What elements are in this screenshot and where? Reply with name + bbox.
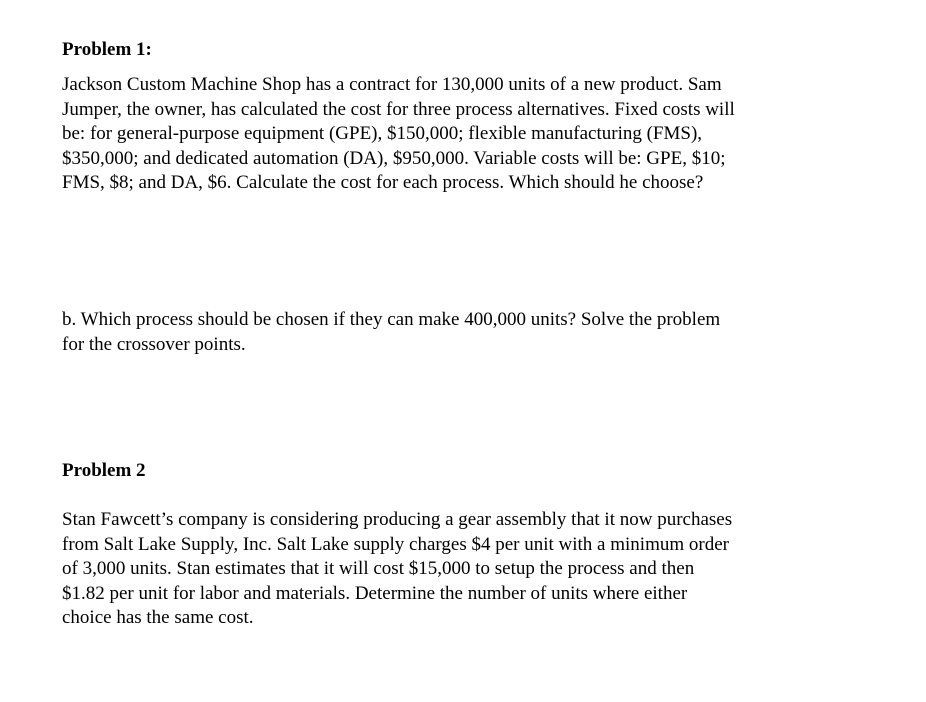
problem-1-line: FMS, $8; and DA, $6. Calculate the cost for each process. Which should he choose? — [62, 172, 704, 193]
problem-1-part-b — [62, 308, 720, 357]
problem-1-line: $350,000; and dedicated automation (DA), $950,000. Variable costs will be: GPE, $10; — [62, 147, 726, 169]
problem-1-part-b-line: b. Which process should be chosen if they can make 400,000 units? Solve the problem — [62, 309, 721, 330]
problem-2-text — [62, 508, 732, 631]
problem-1-part-b-line: for the crossover points. — [62, 333, 246, 355]
problem-1-text — [62, 73, 735, 196]
problem-2-line: from Salt Lake Supply, Inc. Salt Lake supply charges $4 per unit with a minimum order — [62, 533, 729, 555]
problem-2-heading: Problem 2 — [62, 460, 146, 481]
problem-1-line: be: for general-purpose equipment (GPE), $150,000; flexible manufacturing (FMS), — [62, 123, 703, 144]
problem-2-line: Stan Fawcett’s company is considering producing a gear assembly that it now purchases — [62, 509, 733, 530]
problem-1-heading: Problem 1: — [62, 39, 152, 60]
problem-1-line: Jackson Custom Machine Shop has a contract for 130,000 units of a new product. Sam — [62, 74, 722, 95]
problem-2-line: $1.82 per unit for labor and materials. Determine the number of units where either — [62, 582, 688, 604]
problem-2-line: of 3,000 units. Stan estimates that it will cost $15,000 to setup the process and then — [62, 558, 695, 579]
problem-2-line: choice has the same cost. — [62, 607, 254, 628]
problem-1-line: Jumper, the owner, has calculated the cost for three process alternatives. Fixed costs will — [62, 98, 735, 120]
